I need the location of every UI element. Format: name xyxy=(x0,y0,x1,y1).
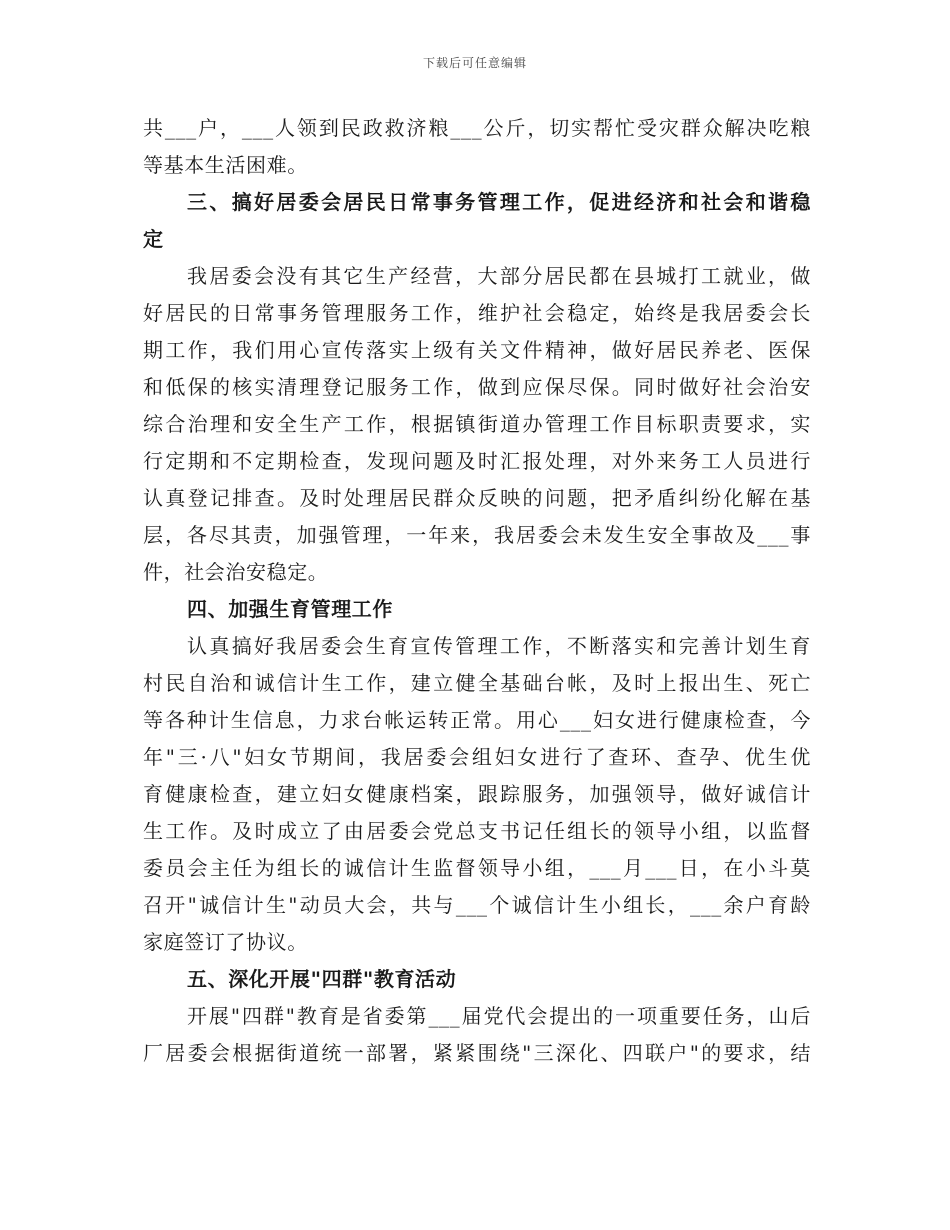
body-text-line: 开展"四群"教育是省委第___届党代会提出的一项重要任务，山后 xyxy=(187,1004,811,1028)
document-body xyxy=(143,110,811,1072)
section-heading-line: 三、搞好居委会居民日常事务管理工作，促进经济和社会和谐稳 xyxy=(187,190,811,214)
body-text-line: 行定期和不定期检查，发现问题及时汇报处理，对外来务工人员进行 xyxy=(143,449,811,473)
body-text-line: 生工作。及时成立了由居委会党总支书记任组长的领导小组，以监督 xyxy=(143,819,811,843)
body-text-line: 等各种计生信息，力求台帐运转正常。用心___妇女进行健康检查，今 xyxy=(143,708,811,732)
body-text-line: 我居委会没有其它生产经营，大部分居民都在县城打工就业，做 xyxy=(187,264,811,288)
body-text-line: 综合治理和安全生产工作，根据镇街道办管理工作目标职责要求，实 xyxy=(143,412,811,436)
page-header: 下载后可任意编辑 xyxy=(422,56,527,70)
section-heading-line: 定 xyxy=(143,227,164,251)
body-text-line: 等基本生活困难。 xyxy=(143,153,308,177)
body-text-line: 村民自治和诚信计生工作，建立健全基础台帐，及时上报出生、死亡 xyxy=(143,671,811,695)
section-heading-line: 四、加强生育管理工作 xyxy=(187,597,393,621)
body-text-line: 认真登记排查。及时处理居民群众反映的问题，把矛盾纠纷化解在基 xyxy=(143,486,811,510)
body-text-line: 厂居委会根据街道统一部署，紧紧围绕"三深化、四联户"的要求，结 xyxy=(143,1041,811,1065)
body-text-line: 认真搞好我居委会生育宣传管理工作，不断落实和完善计划生育 xyxy=(187,634,811,658)
body-text-line: 共___户，___人领到民政救济粮___公斤，切实帮忙受灾群众解决吃粮 xyxy=(143,116,811,140)
body-text-line: 层，各尽其责，加强管理，一年来，我居委会未发生安全事故及___事 xyxy=(143,523,811,547)
body-text-line: 件，社会治安稳定。 xyxy=(143,560,329,584)
body-text-line: 好居民的日常事务管理服务工作，维护社会稳定，始终是我居委会长 xyxy=(143,301,811,325)
body-text-line: 期工作，我们用心宣传落实上级有关文件精神，做好居民养老、医保 xyxy=(143,338,811,362)
body-text-line: 年"三·八"妇女节期间，我居委会组妇女进行了查环、查孕、优生优 xyxy=(143,745,811,769)
body-text-line: 召开"诚信计生"动员大会，共与___个诚信计生小组长，___余户育龄 xyxy=(143,893,811,917)
body-text-line: 育健康检查，建立妇女健康档案，跟踪服务，加强领导，做好诚信计 xyxy=(143,782,811,806)
body-text-line: 家庭签订了协议。 xyxy=(143,930,308,954)
body-text-line: 委员会主任为组长的诚信计生监督领导小组，___月___日，在小斗莫 xyxy=(143,856,811,880)
body-text-line: 和低保的核实清理登记服务工作，做到应保尽保。同时做好社会治安 xyxy=(143,375,811,399)
section-heading-line: 五、深化开展"四群"教育活动 xyxy=(187,967,457,991)
